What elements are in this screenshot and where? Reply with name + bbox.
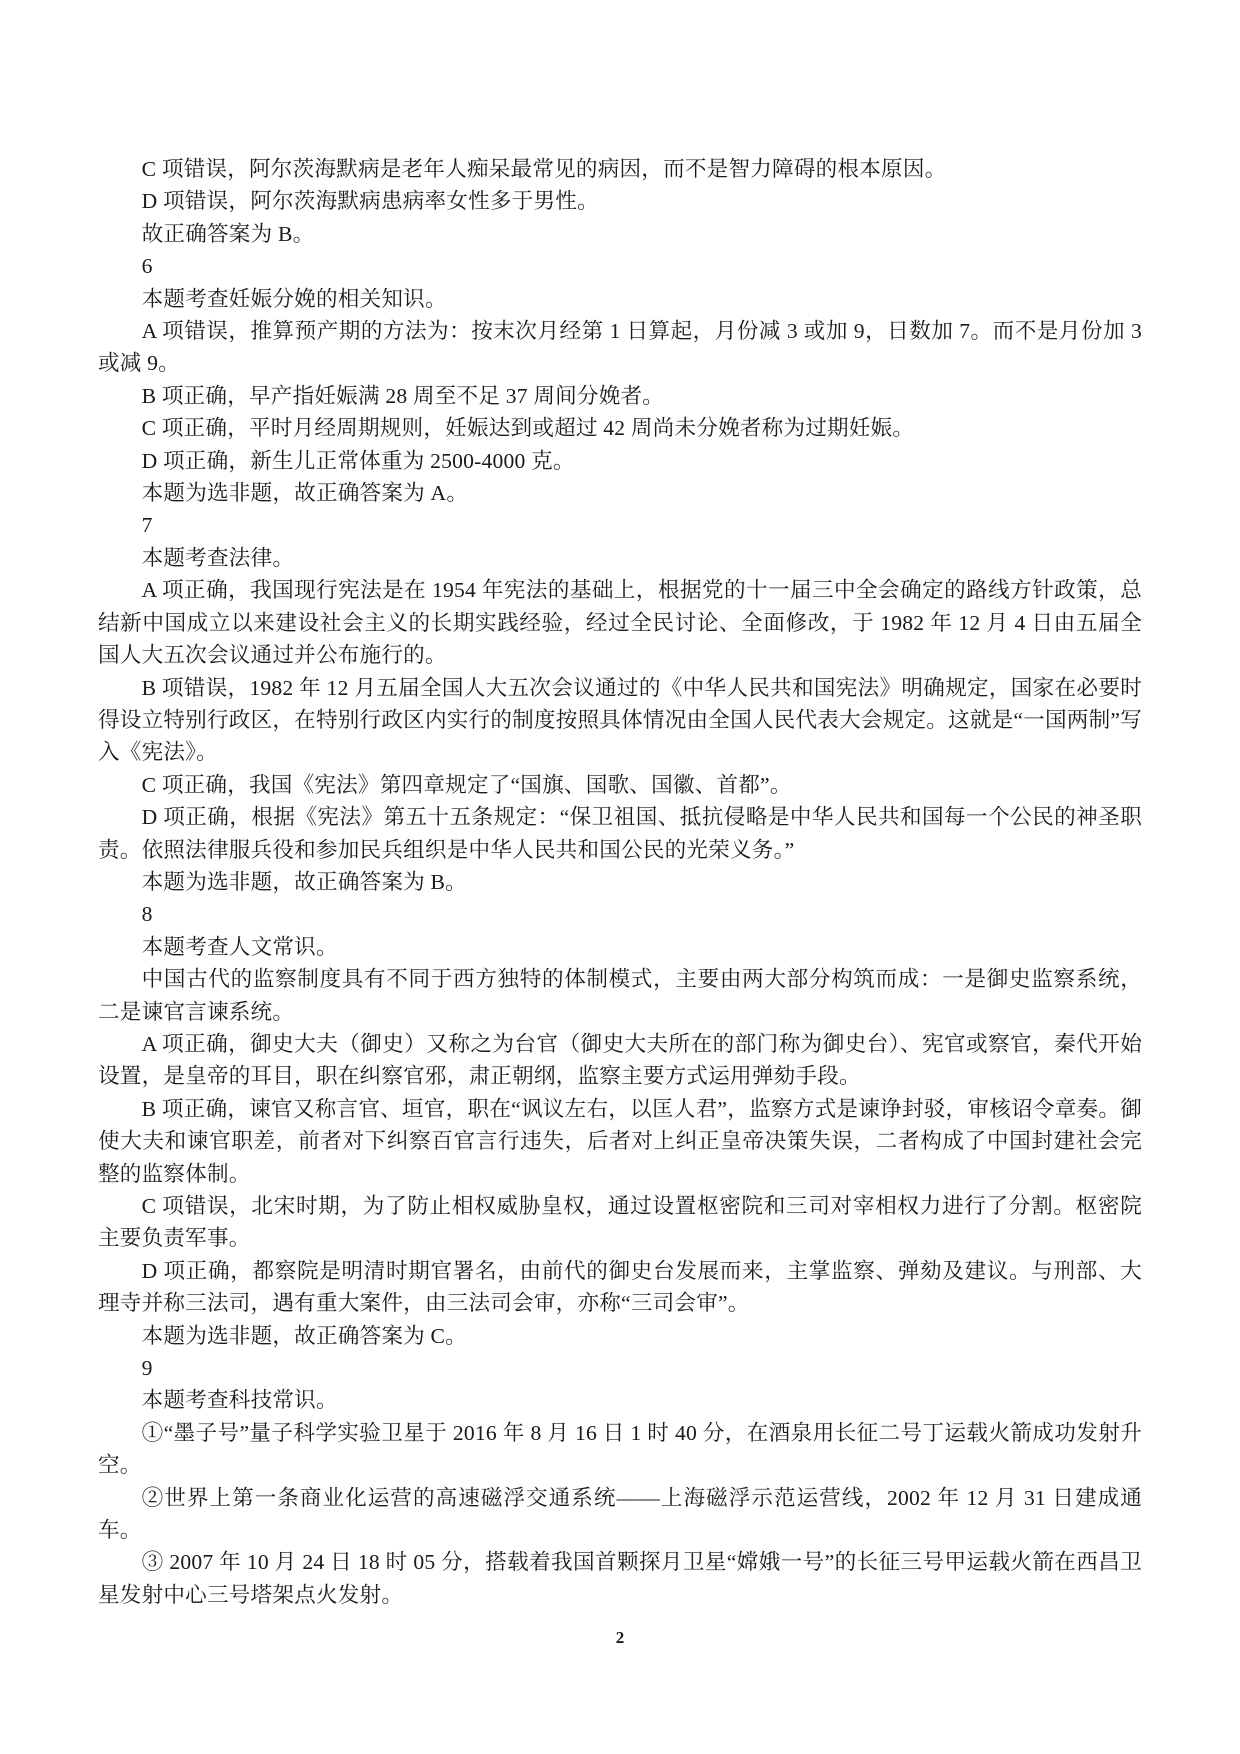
paragraph: ①“墨子号”量子科学实验卫星于 2016 年 8 月 16 日 1 时 40 分，在酒泉用长征二号丁运载火箭成功发射升空。 [98,1420,1142,1478]
paragraph: C 项错误，阿尔茨海默病是老年人痴呆最常见的病因，而不是智力障碍的根本原因。 [141,157,947,181]
paragraph: 本题为选非题，故正确答案为 C。 [141,1323,467,1348]
paragraph: B 项正确，谏官又称言官、垣官，职在“讽议左右，以匡人君”，监察方式是谏诤封驳，审核诏令章奏。御使大夫和谏官职差，前者对下纠察百官言行违失，后者对上纠正皇帝决策失误，二者构成了中国封建社会完整的监察体制。 [98,1096,1142,1186]
paragraph: 本题考查法律。 [141,545,295,570]
page-number: 2 [615,1628,625,1647]
paragraph: ③ 2007 年 10 月 24 日 18 时 05 分，搭载着我国首颗探月卫星“嫦娥一号”的长征三号甲运载火箭在西昌卫星发射中心三号塔架点火发射。 [98,1550,1142,1607]
paragraph: 故正确答案为 B。 [141,221,315,246]
paragraph: ②世界上第一条商业化运营的高速磁浮交通系统——上海磁浮示范运营线，2002 年 12 月 31 日建成通车。 [98,1485,1142,1543]
paragraph: 本题为选非题，故正确答案为 A。 [141,481,469,506]
paragraph: D 项正确，根据《宪法》第五十五条规定：“保卫祖国、抵抗侵略是中华人民共和国每一个公民的神圣职责。依照法律服兵役和参加民兵组织是中华人民共和国公民的光荣义务。” [98,805,1142,862]
paragraph: 中国古代的监察制度具有不同于西方独特的体制模式，主要由两大部分构筑而成：一是御史监察系统，二是谏官言谏系统。 [98,967,1142,1024]
paragraph: A 项正确，御史大夫（御史）又称之为台官（御史大夫所在的部门称为御史台）、宪官或察官，秦代开始设置，是皇帝的耳目，职在纠察官邪，肃正朝纲，监察主要方式运用弹劾手段。 [98,1031,1142,1089]
paragraph: 本题考查人文常识。 [141,934,338,959]
paragraph: B 项错误，1982 年 12 月五届全国人大五次会议通过的《中华人民共和国宪法》明确规定，国家在必要时得设立特别行政区，在特别行政区内实行的制度按照具体情况由全国人民代表大会规定。这就是“一国两制”写入《宪法》。 [98,675,1142,765]
paragraph: C 项正确，我国《宪法》第四章规定了“国旗、国歌、国徽、首都”。 [141,772,792,797]
paragraph: 8 [141,902,153,927]
paragraph: 9 [141,1356,153,1381]
paragraph: 7 [141,513,153,538]
paragraph: C 项正确，平时月经周期规则，妊娠达到或超过 42 周尚未分娩者称为过期妊娠。 [141,416,915,441]
paragraph: 本题为选非题，故正确答案为 B。 [141,869,467,894]
paragraph: D 项正确，都察院是明清时期官署名，由前代的御史台发展而来，主掌监察、弹劾及建议。与刑部、大理寺并称三法司，遇有重大案件，由三法司会审，亦称“三司会审”。 [98,1258,1142,1316]
paragraph: B 项正确，早产指妊娠满 28 周至不足 37 周间分娩者。 [141,383,665,408]
paragraph: 6 [141,254,153,279]
document-body [98,153,1142,1611]
paragraph: 本题考查科技常识。 [141,1388,338,1413]
paragraph: D 项正确，新生儿正常体重为 2500-4000 克。 [141,448,575,473]
paragraph: A 项正确，我国现行宪法是在 1954 年宪法的基础上，根据党的十一届三中全会确定的路线方针政策，总结新中国成立以来建设社会主义的长期实践经验，经过全民讨论、全面修改，于 1982 年 12 月 4 日由五届全国人大五次会议通过并公布施行的。 [98,578,1142,668]
paragraph: A 项错误，推算预产期的方法为：按末次月经第 1 日算起，月份减 3 或加 9，日数加 7。而不是月份加 3 或减 9。 [98,319,1142,376]
paragraph: C 项错误，北宋时期，为了防止相权威胁皇权，通过设置枢密院和三司对宰相权力进行了分割。枢密院主要负责军事。 [98,1194,1142,1251]
paragraph: 本题考查妊娠分娩的相关知识。 [141,286,447,311]
paragraph: D 项错误，阿尔茨海默病患病率女性多于男性。 [141,189,599,214]
